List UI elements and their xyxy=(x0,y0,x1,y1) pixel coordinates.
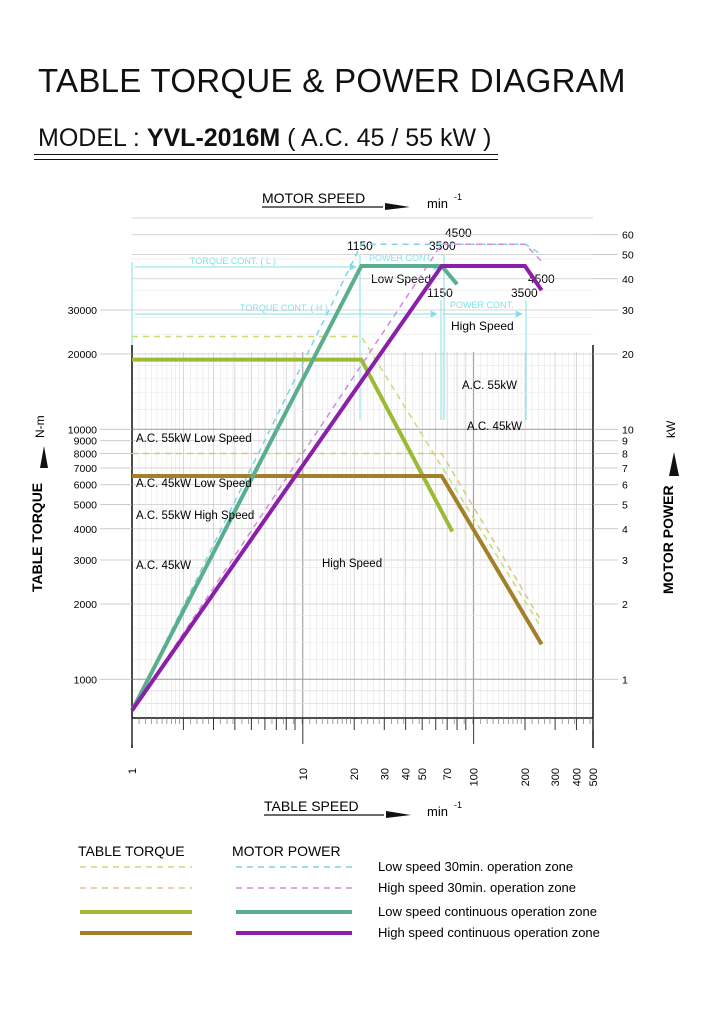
y-right-tick-label: 6 xyxy=(622,479,628,492)
y-right-tick-label: 3 xyxy=(622,554,628,567)
ac45-low-label: A.C. 45kW Low Speed xyxy=(136,478,252,490)
motor-speed-arrow xyxy=(385,203,410,210)
high-3500-mark: 3500 xyxy=(511,286,538,300)
model-prefix: MODEL : xyxy=(38,124,147,152)
y-right-tick-label: 30 xyxy=(622,304,634,317)
y-left-tick-labels xyxy=(68,305,132,686)
ac55-low-label: A.C. 55kW Low Speed xyxy=(136,433,252,445)
y-left-tick-label: 5000 xyxy=(73,499,97,512)
x-tick-label: 100 xyxy=(468,768,481,787)
x-tick-label: 50 xyxy=(417,768,430,781)
x-tick-label: 30 xyxy=(379,768,392,781)
low-4500-mark: 4500 xyxy=(445,226,472,240)
ac55-power-label: A.C. 55kW xyxy=(462,380,517,392)
y-right-tick-label: 40 xyxy=(622,273,634,286)
y-left-tick-label: 2000 xyxy=(73,599,97,612)
y-right-tick-label: 1 xyxy=(622,674,628,687)
y-left-tick-label: 1000 xyxy=(73,674,97,687)
y-left-tick-label: 8000 xyxy=(73,448,97,461)
zone-guides xyxy=(132,255,526,420)
table-speed-arrow xyxy=(386,811,411,818)
y-left-tick-label: 10000 xyxy=(67,424,97,437)
high-4500-mark: 4500 xyxy=(528,272,555,286)
y-right-tick-labels xyxy=(593,230,634,687)
torque-unit: N-m xyxy=(33,415,47,438)
x-tick-label: 40 xyxy=(400,768,413,781)
y-right-tick-label: 5 xyxy=(622,499,628,512)
power-cont-low-label: POWER CONT. xyxy=(369,253,433,263)
y-right-tick-label: 50 xyxy=(622,249,634,262)
diagram-title: TABLE TORQUE & POWER DIAGRAM xyxy=(38,62,626,99)
x-tick-label: 70 xyxy=(442,768,455,781)
y-right-tick-label: 2 xyxy=(622,599,628,612)
motor-power-axis-arrow xyxy=(669,452,679,476)
power-cont-high-label: POWER CONT. xyxy=(450,300,514,310)
x-tick-label: 20 xyxy=(349,768,362,781)
y-right-tick-label: 7 xyxy=(622,463,628,475)
table-speed-unit-exponent: -1 xyxy=(454,800,463,810)
model-name: YVL-2016M xyxy=(146,124,281,152)
y-left-tick-label: 9000 xyxy=(73,435,97,448)
motor-speed-label: MOTOR SPEED xyxy=(262,190,366,206)
ac55-high-label: A.C. 55kW High Speed xyxy=(136,510,255,522)
x-tick-label: 500 xyxy=(588,768,600,787)
legend-item-low-30min: Low speed 30min. operation zone xyxy=(378,859,574,874)
y-left-tick-label: 7000 xyxy=(73,463,97,475)
y-right-tick-label: 8 xyxy=(622,448,628,461)
ac45-power-label: A.C. 45kW xyxy=(467,421,522,433)
y-right-tick-label: 20 xyxy=(622,349,634,362)
series-low_torque-solid xyxy=(132,360,452,532)
legend-item-high-30min: High speed 30min. operation zone xyxy=(378,880,577,895)
x-tick-label: 200 xyxy=(520,768,533,787)
x-tick-label: 400 xyxy=(571,768,584,787)
ac45-high-label: A.C. 45kW xyxy=(136,560,191,572)
legend-col-torque-title: TABLE TORQUE xyxy=(78,843,185,859)
y-right-tick-label: 10 xyxy=(622,424,634,437)
torque-cont-h-label: TORQUE CONT. ( H ) xyxy=(240,303,328,313)
high-speed-zone-label: High Speed xyxy=(451,319,514,333)
y-right-tick-label: 9 xyxy=(622,435,628,448)
y-left-tick-label: 4000 xyxy=(73,523,97,536)
table-speed-unit: min xyxy=(427,804,448,819)
motor-speed-unit: min xyxy=(427,196,448,211)
legend-swatches xyxy=(80,867,352,933)
high-speed-torque-label: High Speed xyxy=(322,558,383,570)
power-unit: kW xyxy=(664,420,678,438)
low-1150-mark: 1150 xyxy=(347,239,373,253)
y-right-tick-label: 60 xyxy=(622,229,634,242)
y-left-tick-label: 20000 xyxy=(67,349,97,362)
model-suffix: ( A.C. 45 / 55 kW ) xyxy=(280,124,492,152)
y-left-tick-label: 6000 xyxy=(73,479,97,492)
table-torque-axis-arrow xyxy=(40,446,48,468)
torque-cont-l-label: TORQUE CONT. ( L ) xyxy=(190,256,277,266)
x-tick-label: 300 xyxy=(550,768,563,787)
y-right-tick-label: 4 xyxy=(622,523,628,536)
legend-item-low-cont: Low speed continuous operation zone xyxy=(378,904,597,919)
table-speed-label: TABLE SPEED xyxy=(264,798,359,814)
x-tick-labels xyxy=(127,768,600,786)
low-speed-zone-label: Low Speed xyxy=(371,272,432,286)
table-torque-axis-title: TABLE TORQUE xyxy=(29,482,45,592)
y-left-tick-label: 30000 xyxy=(67,304,97,317)
motor-speed-unit-exponent: -1 xyxy=(454,192,463,202)
legend-col-power-title: MOTOR POWER xyxy=(232,843,341,859)
high-1150-mark: 1150 xyxy=(427,286,453,300)
x-tick-label: 1 xyxy=(127,768,139,775)
legend-item-high-cont: High speed continuous operation zone xyxy=(378,925,600,940)
x-tick-label: 10 xyxy=(297,768,310,781)
low-3500-mark: 3500 xyxy=(429,239,456,253)
motor-power-axis-title: MOTOR POWER xyxy=(660,485,676,594)
y-left-tick-label: 3000 xyxy=(73,554,97,567)
